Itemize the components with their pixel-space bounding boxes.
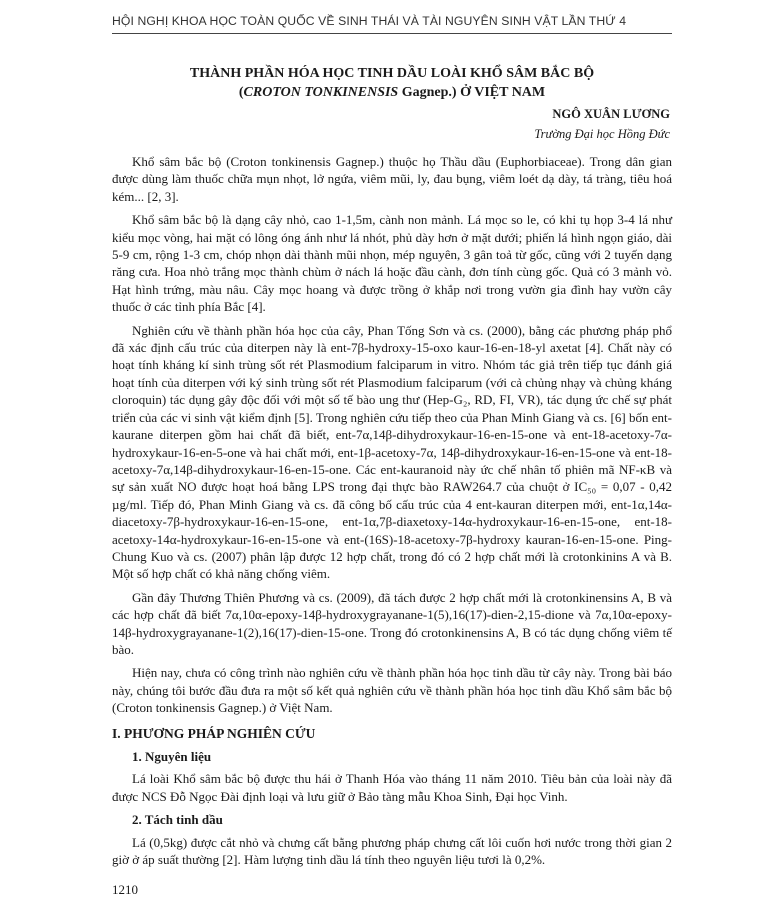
paragraph-intro: Khổ sâm bắc bộ (Croton tonkinensis Gagnep.) thuộc họ Thầu dầu (Euphorbiaceae). Trong dân gian được dùng làm thuốc chữa mụn nhọt, lở ngứa, viêm mũi, ly, đau bụng, viêm loét dạ dày, tá tràng, tiêu hoá kém... [2, 3].: [112, 154, 672, 204]
running-header: HỘI NGHỊ KHOA HỌC TOÀN QUỐC VỀ SINH THÁI VÀ TÀI NGUYÊN SINH VẬT LẦN THỨ 4: [112, 14, 627, 28]
page-number: 1210: [112, 882, 138, 897]
paper-body: [112, 153, 672, 874]
subsection-heading-extraction: 2. Tách tinh dầu: [132, 812, 223, 828]
paragraph-extraction: Lá (0,5kg) được cắt nhỏ và chưng cất bằng phương pháp chưng cất lôi cuốn hơi nước trong thời gian 2 giờ ở áp suất thường [2]. Hàm lượng tinh dầu lá tính theo nguyên liệu tươi là 0,2%.: [112, 834, 672, 868]
title-line-2-rest: Gagnep.) Ở VIỆT NAM: [398, 85, 546, 100]
author-name: NGÔ XUÂN LƯƠNG: [552, 107, 670, 121]
title-line-2: (CROTON TONKINENSIS Gagnep.) Ở VIỆT NAM: [238, 85, 546, 100]
paragraph-aim: Hiện nay, chưa có công trình nào nghiên cứu về thành phần hóa học tinh dầu từ cây này. Trong bài báo này, chúng tôi bước đầu đưa ra một số kết quả nghiên cứu về thành phần hóa học tinh dầu Khổ sâm bắc bộ (Croton tonkinensis Gagnep.) ở Việt Nam.: [112, 665, 672, 716]
title-line-1: THÀNH PHẦN HÓA HỌC TINH DẦU LOÀI KHỔ SÂM BẮC BỘ: [189, 66, 595, 81]
paragraph-recent-studies: Gần đây Thương Thiên Phương và cs. (2009), đã tách được 2 hợp chất mới là crotonkinensins A, B và các hợp chất đã biết 7α,10α-epoxy-14β-hydroxygrayanane-1(5),16(17)-dien-2,15-dione và 7α,10α-epoxy-14β-hydroxygrayanane-1(2),16(17)-dien-15-one. Trong đó crotonkinensins A, B có tác dụng chống viêm tế bào.: [112, 589, 672, 657]
author-affiliation: Trường Đại học Hồng Đức: [534, 127, 670, 141]
paragraph-material: Lá loài Khổ sâm bắc bộ được thu hái ở Thanh Hóa vào tháng 11 năm 2010. Tiêu bản của loài này đã được NCS Đỗ Ngọc Đài định loại và lưu giữ ở Bảo tàng mẫu Khoa Sinh, Đại học Vinh.: [112, 771, 672, 804]
title-scientific-name: CROTON TONKINENSIS: [243, 85, 399, 100]
paper-title: [112, 64, 672, 102]
paragraph-chemistry-review: Nghiên cứu về thành phần hóa học của cây, Phan Tống Sơn và cs. (2000), bằng các phương pháp phổ đã xác định cấu trúc của diterpen này là ent-7β-hydroxy-15-oxo kaur-16-en-18-yl axetat [4]. Chất này có hoạt tính kháng kí sinh trùng sốt rét Plasmodium falciparum in vitro. Nhóm tác giả trên tiếp tục đánh giá hoạt tính của diterpen với ký sinh trùng sốt rét Plasmodium falciparum (với cả chủng nhạy và chủng kháng cloroquin) tác dụng gây độc đối với một số tế bào ung thư (Hep-G₂, RD, FI, VR), tác dụng ức chế sự phát triển của các vi sinh vật kiểm định [5]. Trong nghiên cứu tiếp theo của Phan Minh Giang và cs. [6] bốn ent-kaurane diterpen gồm hai chất đã biết, ent-7α,14β-dihydroxykaur-16-en-15-one và ent-18-acetoxy-7α-hydroxykaur-16-en-5-one và hai chất mới, ent-1β-acetoxy-7α, 14β-dihydroxykaur-16-en-15-one và ent-18-acetoxy-7α,14β-dihydroxykaur-16-en-15-one. Các ent-kauranoid này ức chế nhân tố phiên mã NF-κB và sự sản xuất NO được hoạt hoá bằng LPS trong đại thực bào RAW264.7 của chuột ở IC₅₀ = 0,07 - 0,42 µg/ml. Tiếp đó, Phan Minh Giang và cs. đã công bố cấu trúc của 4 ent-kauran diterpen mới, ent-1α,14α-diacetoxy-7β-hydroxykaur-16-en-15-one, ent-1α,7β-diaxetoxy-14α-hydroxykaur-16-en-15-one, ent-18-acetoxy-14α-hydroxykaur-16-en-15-one và ent-(16S)-18-acetoxy-7β-hydroxy kauran-16-en-15-one. Ping-Chung Kuo và cs. (2007) phân lập được 12 hợp chất, trong đó có 2 hợp chất mới là crotonkinins A và B. Một số hợp chất có khả năng chống viêm.: [112, 322, 672, 582]
section-heading-methods: I. PHƯƠNG PHÁP NGHIÊN CỨU: [112, 725, 316, 741]
subsection-heading-material: 1. Nguyên liệu: [132, 749, 212, 764]
paragraph-morphology: Khổ sâm bắc bộ là dạng cây nhỏ, cao 1-1,5m, cành non mảnh. Lá mọc so le, có khi tụ họp 3-4 lá như kiểu mọc vòng, hai mặt có lông óng ánh như lá nhót, phủ dày hơn ở mặt dưới; phiến lá hình ngọn giáo, dài 5-9 cm, rộng 1-3 cm, chóp nhọn dài thành mũi nhọn, mép nguyên, 3 gân toả từ gốc, cũng với 2 tuyến dạng răng cưa. Hoa nhỏ trắng mọc thành chùm ở nách lá hoặc đầu cành, đơn tính cùng gốc. Quả có 3 mảnh vỏ. Hạt hình trứng, màu nâu. Cây mọc hoang và được trồng ở khắp nơi trong vườn gia đình hay vườn cây thuốc ở các tỉnh phía Bắc [4].: [112, 212, 672, 315]
header-rule: [112, 33, 672, 34]
